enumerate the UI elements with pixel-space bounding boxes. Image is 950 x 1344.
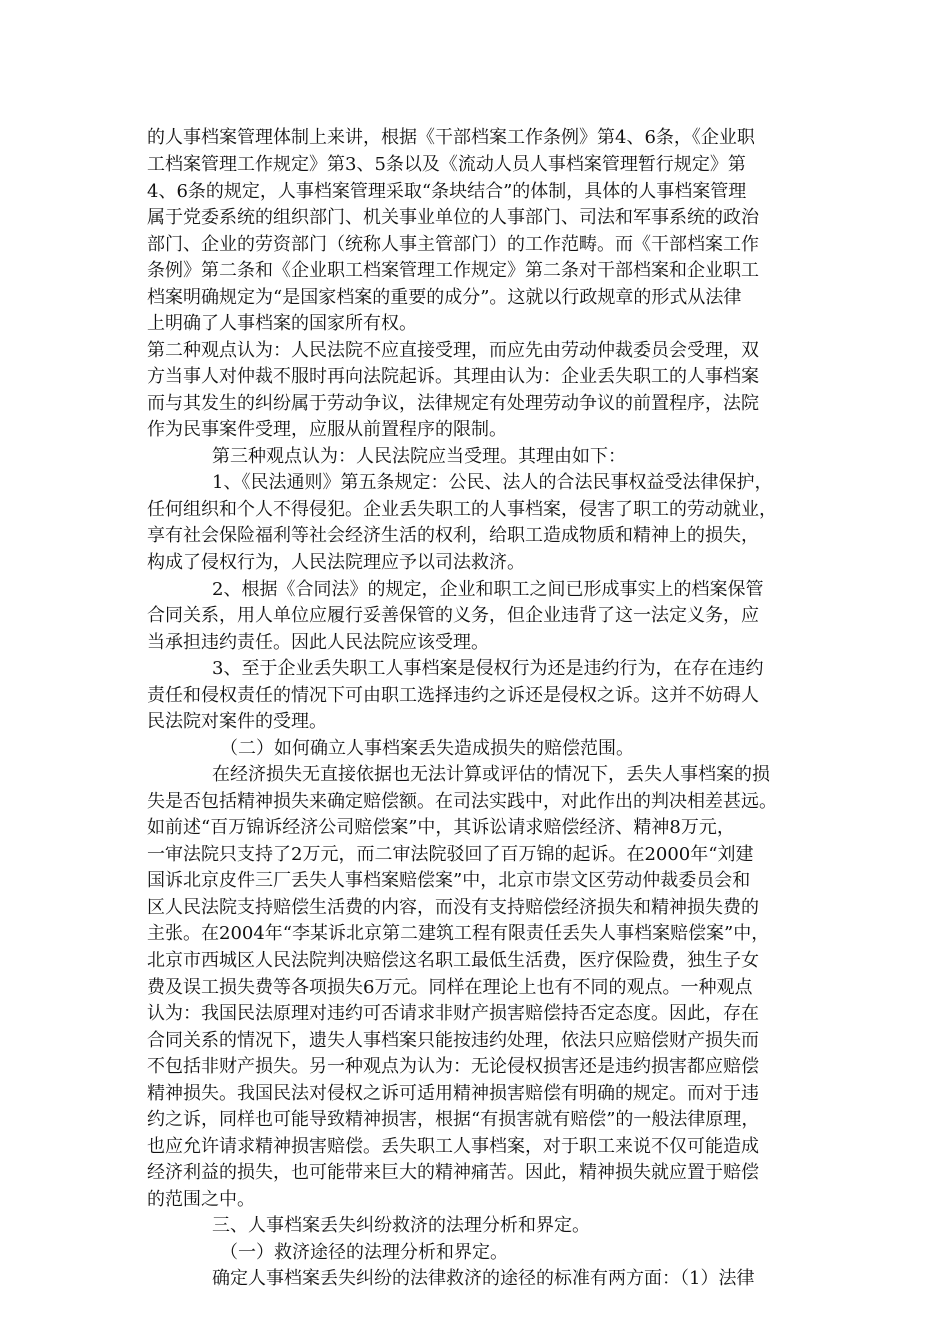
text-line: 而与其发生的纠纷属于劳动争议，法律规定有处理劳动争议的前置程序，法院 [147,393,759,414]
text-line: 工档案管理工作规定》第3、5条以及《流动人员人事档案管理暂行规定》第 [147,154,746,175]
subsection-heading: （一）救济途径的法理分析和界定。 [220,1242,508,1263]
text-line: 的人事档案管理体制上来讲，根据《干部档案工作条例》第4、6条，《企业职 [147,127,755,148]
text-line: 4、6条的规定，人事档案管理采取“条块结合”的体制，具体的人事档案管理 [147,181,747,202]
text-line: 作为民事案件受理，应服从前置程序的限制。 [147,419,507,440]
text-line: 责任和侵权责任的情况下可由职工选择违约之诉还是侵权之诉。这并不妨碍人 [147,685,759,706]
text-line: 失是否包括精神损失来确定赔偿额。在司法实践中，对此作出的判决相差甚远。 [147,791,777,812]
text-line: 部门、企业的劳资部门（统称人事主管部门）的工作范畴。而《干部档案工作 [147,234,759,255]
text-line: 合同关系的情况下，遗失人事档案只能按违约处理，依法只应赔偿财产损失而 [147,1030,759,1051]
text-line: 2、根据《合同法》的规定，企业和职工之间已形成事实上的档案保管 [212,579,764,600]
text-line: 享有社会保险福利等社会经济生活的权利，给职工造成物质和精神上的损失， [147,525,759,546]
text-line: 条例》第二条和《企业职工档案管理工作规定》第二条对干部档案和企业职工 [147,260,759,281]
text-line: 合同关系，用人单位应履行妥善保管的义务，但企业违背了这一法定义务，应 [147,605,759,626]
section-heading: 三、人事档案丢失纠纷救济的法理分析和界定。 [212,1215,590,1236]
text-line: 民法院对案件的受理。 [147,711,327,732]
text-line: 如前述“百万锦诉经济公司赔偿案”中，其诉讼请求赔偿经济、精神8万元， [147,817,735,838]
text-line: 1、《民法通则》第五条规定：公民、法人的合法民事权益受法律保护， [212,472,773,493]
text-line: 构成了侵权行为，人民法院理应予以司法救济。 [147,552,525,573]
text-line: 上明确了人事档案的国家所有权。 [147,313,417,334]
text-line: 不包括非财产损失。另一种观点为认为：无论侵权损害还是违约损害都应赔偿 [147,1056,759,1077]
section-heading: （二）如何确立人事档案丢失造成损失的赔偿范围。 [220,738,634,759]
text-line: 的范围之中。 [147,1189,255,1210]
text-line: 方当事人对仲裁不服时再向法院起诉。其理由认为：企业丢失职工的人事档案 [147,366,759,387]
text-line: 当承担违约责任。因此人民法院应该受理。 [147,632,489,653]
text-line: 3、至于企业丢失职工人事档案是侵权行为还是违约行为，在存在违约 [212,658,764,679]
text-line: 北京市西城区人民法院判决赔偿这名职工最低生活费，医疗保险费，独生子女 [147,950,759,971]
text-line: 认为：我国民法原理对违约可否请求非财产损害赔偿持否定态度。因此，存在 [147,1003,759,1024]
text-line: 国诉北京皮件三厂丢失人事档案赔偿案”中，北京市崇文区劳动仲裁委员会和 [147,870,751,891]
text-line: 第二种观点认为：人民法院不应直接受理，而应先由劳动仲裁委员会受理，双 [147,340,759,361]
text-line: 主张。在2004年“李某诉北京第二建筑工程有限责任丢失人事档案赔偿案”中， [147,923,770,944]
text-line: 确定人事档案丢失纠纷的法律救济的途径的标准有两方面：（1）法律 [212,1268,755,1289]
text-line: 一审法院只支持了2万元，而二审法院驳回了百万锦的起诉。在2000年“刘建 [147,844,754,865]
text-line: 第三种观点认为：人民法院应当受理。其理由如下： [212,446,626,467]
text-line: 区人民法院支持赔偿生活费的内容，而没有支持赔偿经济损失和精神损失费的 [147,897,759,918]
text-line: 档案明确规定为“是国家档案的重要的成分”。这就以行政规章的形式从法律 [147,287,742,308]
text-line: 属于党委系统的组织部门、机关事业单位的人事部门、司法和军事系统的政治 [147,207,759,228]
text-line: 经济利益的损失，也可能带来巨大的精神痛苦。因此，精神损失就应置于赔偿 [147,1162,759,1183]
text-line: 任何组织和个人不得侵犯。企业丢失职工的人事档案，侵害了职工的劳动就业， [147,499,777,520]
text-line: 约之诉，同样也可能导致精神损害，根据“有损害就有赔偿”的一般法律原理， [147,1109,760,1130]
text-line: 精神损失。我国民法对侵权之诉可适用精神损害赔偿有明确的规定。而对于违 [147,1083,759,1104]
text-line: 在经济损失无直接依据也无法计算或评估的情况下，丢失人事档案的损 [212,764,770,785]
text-line: 也应允许请求精神损害赔偿。丢失职工人事档案，对于职工来说不仅可能造成 [147,1136,759,1157]
text-line: 费及误工损失费等各项损失6万元。同样在理论上也有不同的观点。一种观点 [147,977,753,998]
